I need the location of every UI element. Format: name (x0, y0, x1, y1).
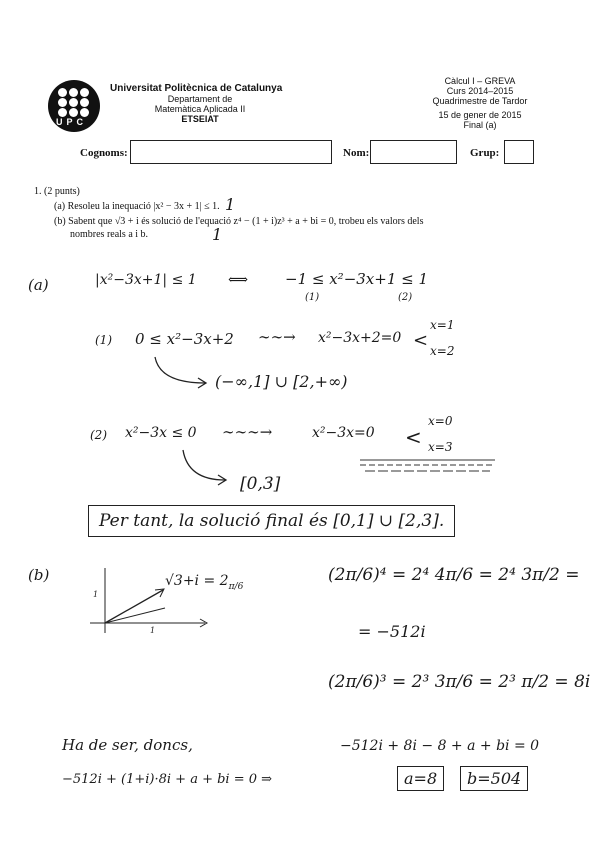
department-line1: Departament de (167, 94, 233, 104)
case-2-result: [0,3] (240, 474, 281, 494)
branch-icon: < (413, 330, 429, 351)
question-heading: 1. (2 punts) (34, 186, 80, 197)
squiggle-arrow: ∼∼∼→ (222, 423, 273, 441)
upc-logo: UPC (48, 80, 100, 132)
part-a-score: 1 (225, 195, 236, 214)
exam-type: Final (a) (463, 120, 497, 130)
a-inequality: |x²−3x+1| ≤ 1 (95, 272, 197, 288)
a-double-inequality: −1 ≤ x²−3x+1 ≤ 1 (285, 270, 429, 288)
case-1-inequality: 0 ≤ x²−3x+2 (135, 330, 234, 348)
power-4-result: = −512i (358, 622, 426, 641)
axis-y-label: 1 (93, 590, 99, 599)
curved-arrow-icon (150, 355, 210, 390)
case-2-equation: x²−3x=0 (312, 425, 375, 441)
branch-icon: < (405, 425, 422, 449)
group-label: Grup: (470, 147, 500, 159)
power-4-computation: (2π/6)⁴ = 2⁴ 4π/6 = 2⁴ 3π/2 = (328, 565, 580, 585)
simplified-equation: −512i + 8i − 8 + a + bi = 0 (340, 738, 540, 754)
case-1-label: (1) (95, 333, 112, 347)
department-line2: Matemàtica Aplicada II (154, 104, 246, 114)
name-label: Nom: (343, 147, 370, 159)
case-1-root-1: x=1 (430, 318, 455, 332)
answer-a-label: (a) (28, 276, 49, 294)
conclusion-intro: Ha de ser, doncs, (62, 736, 193, 754)
conclusion-box: Per tant, la solució final és [0,1] ∪ [2,3]. (88, 505, 455, 537)
group-field[interactable] (504, 140, 534, 164)
b-value-box: b=504 (460, 766, 528, 791)
school: ETSEIAT (181, 114, 219, 124)
curved-arrow-icon (180, 448, 230, 488)
department (140, 94, 260, 124)
case-2-root-1: x=0 (428, 414, 453, 428)
university-name: Universitat Politècnica de Catalunya (110, 83, 283, 94)
term: Quadrimestre de Tardor (432, 96, 528, 106)
tag-2: (2) (398, 292, 413, 303)
case-1-equation: x²−3x+2=0 (318, 330, 402, 346)
name-field[interactable] (370, 140, 457, 164)
question-part-b-line2: nombres reals a i b. (70, 229, 149, 240)
question-part-a: (a) Resoleu la inequació |x² − 3x + 1| ≤ 1. (54, 201, 220, 212)
part-b-score: 1 (212, 225, 223, 244)
power-3-computation: (2π/6)³ = 2³ 3π/6 = 2³ π/2 = 8i (328, 672, 591, 692)
question-part-b-line1: (b) Sabent que √3 + i és solució de l'equació z⁴ − (1 + i)z³ + a + bi = 0, trobeu els valors dels (54, 216, 424, 227)
a-value-box: a=8 (397, 766, 444, 791)
polar-form: $√3+i = 2_{\pi/6}$ (165, 573, 244, 592)
year: Curs 2014–2015 (446, 86, 514, 96)
date: 15 de gener de 2015 (438, 110, 522, 120)
case-2-root-2: x=3 (428, 440, 453, 454)
case-1-result: (−∞,1] ∪ [2,+∞) (215, 372, 348, 391)
case-2-label: (2) (90, 428, 107, 442)
surname-label: Cognoms: (80, 147, 128, 159)
course: Càlcul I – GREVA (444, 76, 516, 86)
equivalence-arrow: ⟺ (228, 272, 249, 288)
answer-b-label: (b) (28, 566, 50, 584)
squiggle-arrow: ∼∼→ (258, 328, 296, 346)
tag-1: (1) (305, 292, 320, 303)
case-2-inequality: x²−3x ≤ 0 (125, 425, 197, 441)
substituted-equation: −512i + (1+i)·8i + a + bi = 0 ⇒ (62, 772, 273, 787)
course-info (420, 76, 540, 130)
case-1-root-2: x=2 (430, 344, 455, 358)
surname-field[interactable] (130, 140, 332, 164)
axis-x-label: 1 (150, 626, 156, 635)
number-line-sketch (360, 455, 500, 485)
